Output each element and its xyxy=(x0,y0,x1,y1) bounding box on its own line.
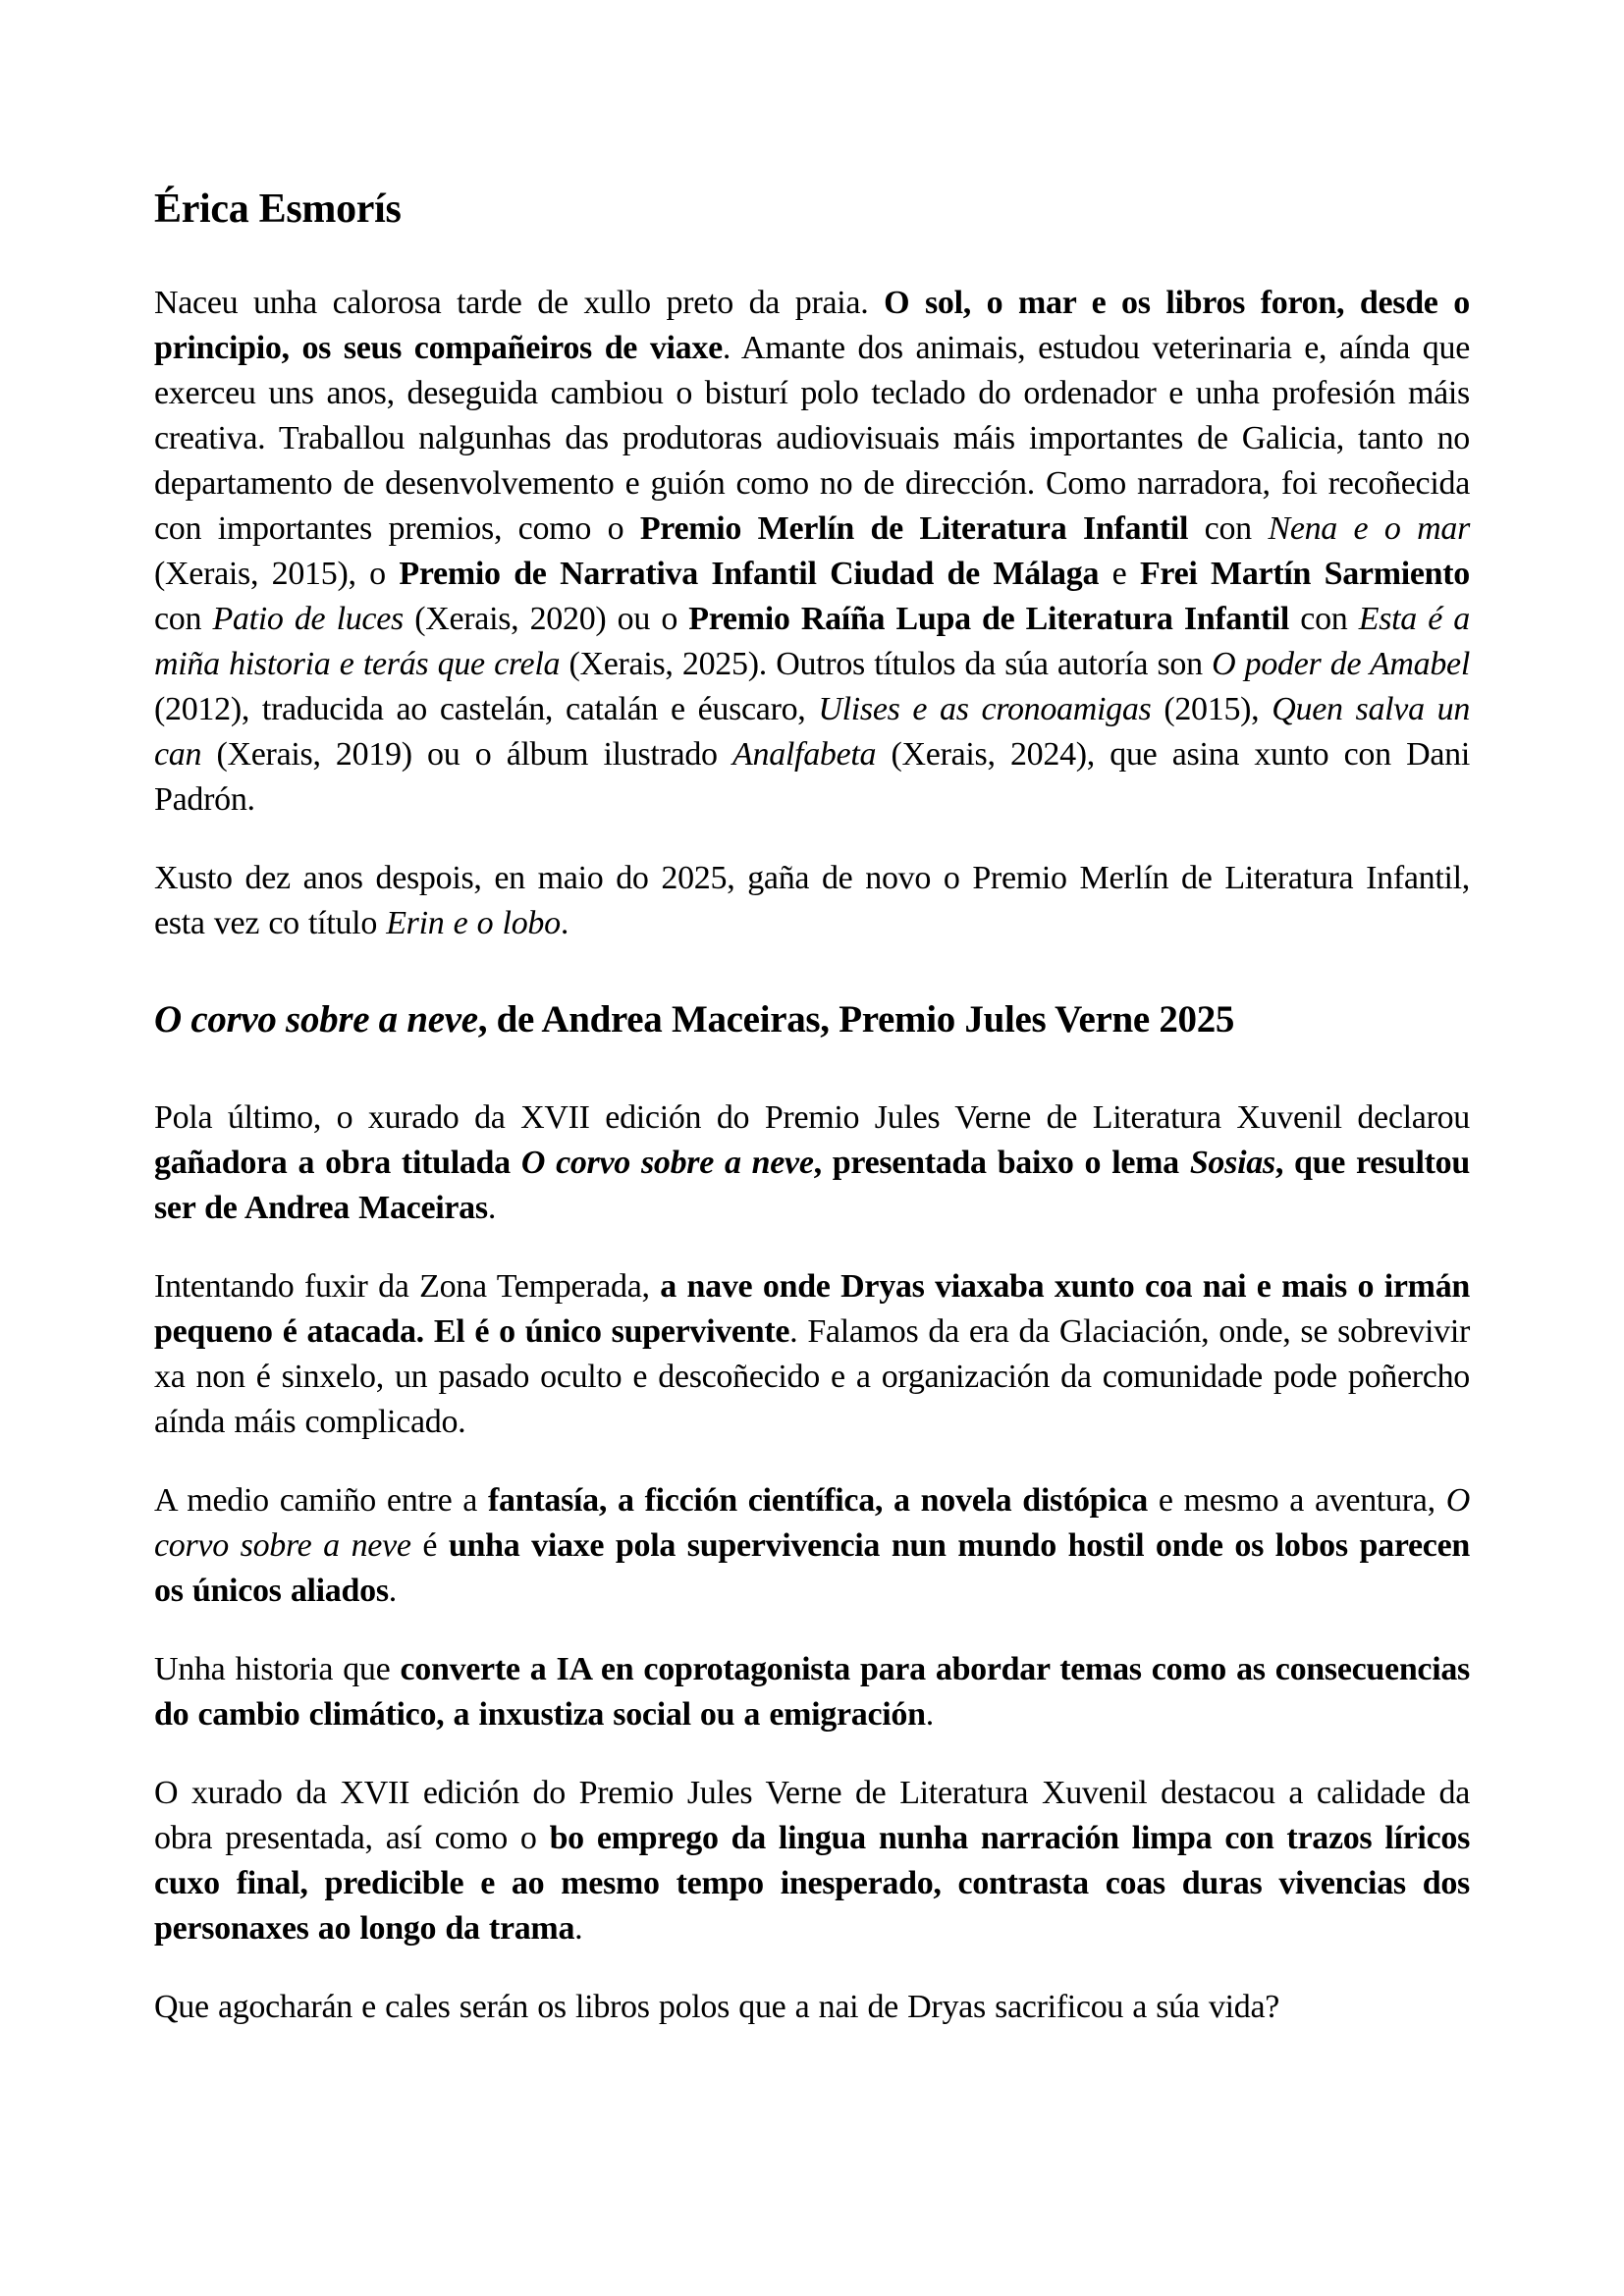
text-run: Xusto dez anos despois, en maio do 2025, gaña de novo o Premio Merlín de Literatura Infantil, esta vez co título xyxy=(154,860,1470,941)
text-run: bo emprego da lingua nunha narración limpa con trazos líricos cuxo final, predicible e ao mesmo tempo inesperado, contrasta coas duras vivencias dos personaxes ao longo da trama xyxy=(154,1820,1470,1947)
text-run: (Xerais, 2015), o xyxy=(154,556,400,592)
text-run: Naceu unha calorosa tarde de xullo preto da praia. xyxy=(154,285,885,321)
text-run: Premio Merlín de Literatura Infantil xyxy=(639,510,1189,547)
text-run: con xyxy=(1188,510,1269,547)
text-run: Analfabeta xyxy=(732,736,877,773)
text-run: O poder de Amabel xyxy=(1212,646,1470,682)
text-run: unha viaxe pola supervivencia nun mundo hostil onde os lobos parecen os únicos aliados xyxy=(154,1527,1470,1609)
text-run: . xyxy=(560,905,569,941)
paragraph-temas xyxy=(154,1647,1470,1737)
text-run: Esta é a miña historia e terás que crela xyxy=(154,601,1470,682)
text-run: Sosias xyxy=(1189,1145,1275,1181)
text-run: , de Andrea Maceiras, Premio Jules Verne 2025 xyxy=(477,998,1235,1041)
text-run: Nena e o mar xyxy=(1268,510,1471,547)
text-run: con xyxy=(154,601,213,637)
paragraph-sinopse-nave xyxy=(154,1264,1470,1445)
text-run: , que resultou ser de Andrea Maceiras xyxy=(154,1145,1470,1226)
text-run: e xyxy=(1099,556,1140,592)
text-run: Premio Raíña Lupa de Literatura Infantil xyxy=(688,601,1290,637)
text-run: (Xerais, 2019) ou o álbum ilustrado xyxy=(201,736,733,773)
text-run: (Xerais, 2025). Outros títulos da súa autoría son xyxy=(560,646,1213,682)
paragraph-premio-merlin xyxy=(154,856,1470,946)
text-run: con xyxy=(1289,601,1359,637)
text-run: Unha historia que xyxy=(154,1651,401,1687)
text-run: O corvo sobre a neve xyxy=(520,1145,814,1181)
paragraph-valoracion-xurado xyxy=(154,1771,1470,1951)
text-run: Erin e o lobo xyxy=(386,905,561,941)
page-title: Érica Esmorís xyxy=(154,187,402,232)
text-run: A medio camiño entre a xyxy=(154,1482,489,1519)
text-run: . xyxy=(574,1910,583,1947)
text-run: O corvo sobre a neve xyxy=(154,998,478,1041)
text-run: fantasía, a ficción científica, a novela distópica xyxy=(488,1482,1148,1519)
text-run: O xurado da XVII edición do Premio Jules Verne de Literatura Xuvenil destacou a calidade da obra presentada, así como o xyxy=(154,1775,1470,1856)
text-run: . xyxy=(388,1573,397,1609)
text-run: . xyxy=(925,1696,934,1733)
text-run: a nave onde Dryas viaxaba xunto coa nai e mais o irmán pequeno é atacada. El é o único supervivente xyxy=(154,1268,1470,1350)
text-run: (Xerais, 2020) ou o xyxy=(403,601,689,637)
text-run: Ulises e as cronoamigas xyxy=(818,691,1152,727)
text-run: , presentada baixo o lema xyxy=(813,1145,1190,1181)
text-run: Patio de luces xyxy=(212,601,404,637)
paragraph-biography xyxy=(154,281,1470,823)
text-run: gañadora a obra titulada xyxy=(154,1145,521,1181)
text-run: O sol, o mar e os libros foron, desde o principio, os seus compañeiros de viaxe xyxy=(154,285,1470,366)
paragraph-xurado-declaracion xyxy=(154,1095,1470,1231)
text-run: (2015), xyxy=(1151,691,1272,727)
paragraph-pregunta-final xyxy=(154,1985,1470,2030)
text-run: (Xerais, 2024), que asina xunto con Dani Padrón. xyxy=(154,736,1470,818)
text-run: . Falamos da era da Glaciación, onde, se sobrevivir xa non é sinxelo, un pasado oculto e descoñecido e a organización da comunidade pode poñercho aínda máis complicado. xyxy=(154,1313,1470,1440)
text-run: Que agocharán e cales serán os libros polos que a nai de Dryas sacrificou a súa vida? xyxy=(154,1989,1280,2025)
section-heading-jules-verne xyxy=(154,993,1470,1046)
text-run: . xyxy=(487,1190,497,1226)
text-run: . Amante dos animais, estudou veterinaria e, aínda que exerceu uns anos, deseguida cambiou o bisturí polo teclado do ordenador e unha profesión máis creativa. Traballou nalgunhas das produtoras audiovisuais máis importantes de Galicia, tanto no departamento de desenvolvemento e guión como no de dirección. Como narradora, foi recoñecida con importantes premios, como o xyxy=(154,330,1470,547)
text-run: converte a IA en coprotagonista para abordar temas como as consecuencias do cambio climático, a inxustiza social ou a emigración xyxy=(154,1651,1470,1733)
text-run: Quen salva un can xyxy=(154,691,1471,773)
text-run: Intentando fuxir da Zona Temperada, xyxy=(154,1268,661,1305)
text-run: Pola último, o xurado da XVII edición do Premio Jules Verne de Literatura Xuvenil declarou xyxy=(154,1099,1470,1136)
text-run: e mesmo a aventura, xyxy=(1147,1482,1446,1519)
text-run: O corvo sobre a neve xyxy=(154,1482,1470,1564)
paragraph-xeneros xyxy=(154,1478,1470,1614)
text-run: é xyxy=(410,1527,449,1564)
text-run: Premio de Narrativa Infantil Ciudad de Málaga xyxy=(399,556,1100,592)
text-run: Frei Martín Sarmiento xyxy=(1139,556,1470,592)
text-run: (2012), traducida ao castelán, catalán e éuscaro, xyxy=(154,691,819,727)
